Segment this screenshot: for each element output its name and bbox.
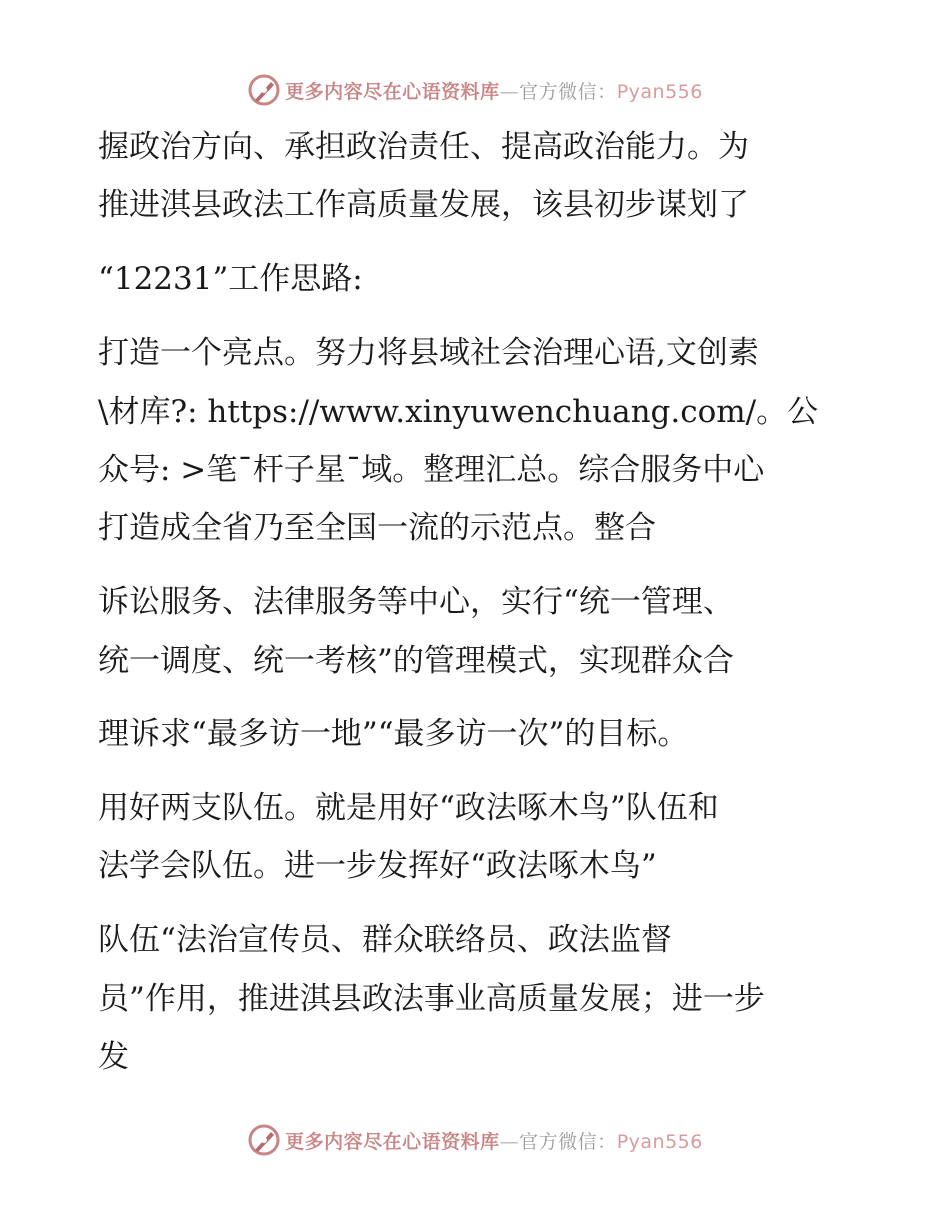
text-line: 用好两支队伍。就是用好“政法啄木鸟”队伍和 <box>98 790 719 826</box>
pen-logo-icon <box>247 1123 281 1157</box>
text-line: 法学会队伍。进一步发挥好“政法啄木鸟” <box>98 848 657 884</box>
text-line: 打造成全省乃至全国一流的示范点。整合 <box>98 510 656 546</box>
footer-watermark <box>0 1120 950 1160</box>
text-line: 理诉求“最多访一地”“最多访一次”的目标。 <box>98 716 689 752</box>
text-line: 握政治方向、承担政治责任、提高政治能力。为 <box>98 129 749 165</box>
text-line: 推进淇县政法工作高质量发展，该县初步谋划了 <box>98 187 749 223</box>
watermark-separator: — <box>499 80 520 103</box>
watermark-handle: Pyan556 <box>616 1130 703 1153</box>
header-watermark <box>0 70 950 110</box>
text-line: 发 <box>98 1039 129 1075</box>
text-line: 统一调度、统一考核”的管理模式，实现群众合 <box>98 643 734 679</box>
text-line: 众号: >笔¯杆子星¯域。整理汇总。综合服务中心 <box>98 452 765 488</box>
watermark-site: 更多内容尽在心语资料库 <box>285 1130 500 1153</box>
text-line-url: \材库?: https://www.xinyuwenchuang.com/。公 <box>98 394 819 430</box>
watermark-text <box>285 77 703 104</box>
watermark-site: 更多内容尽在心语资料库 <box>285 80 500 103</box>
watermark-text <box>285 1127 703 1154</box>
text-line: 队伍“法治宣传员、群众联络员、政法监督 <box>98 922 672 958</box>
watermark-handle: Pyan556 <box>616 80 703 103</box>
watermark-label: 官方微信： <box>519 80 617 103</box>
text-line: “12231”工作思路: <box>98 261 363 297</box>
watermark-label: 官方微信： <box>519 1130 617 1153</box>
text-line: 打造一个亮点。努力将县域社会治理心语,文创素 <box>98 335 759 371</box>
pen-logo-icon <box>247 73 281 107</box>
text-line: 员”作用，推进淇县政法事业高质量发展；进一步 <box>98 981 765 1017</box>
text-line: 诉讼服务、法律服务等中心，实行“统一管理、 <box>98 584 734 620</box>
watermark-separator: — <box>499 1130 520 1153</box>
